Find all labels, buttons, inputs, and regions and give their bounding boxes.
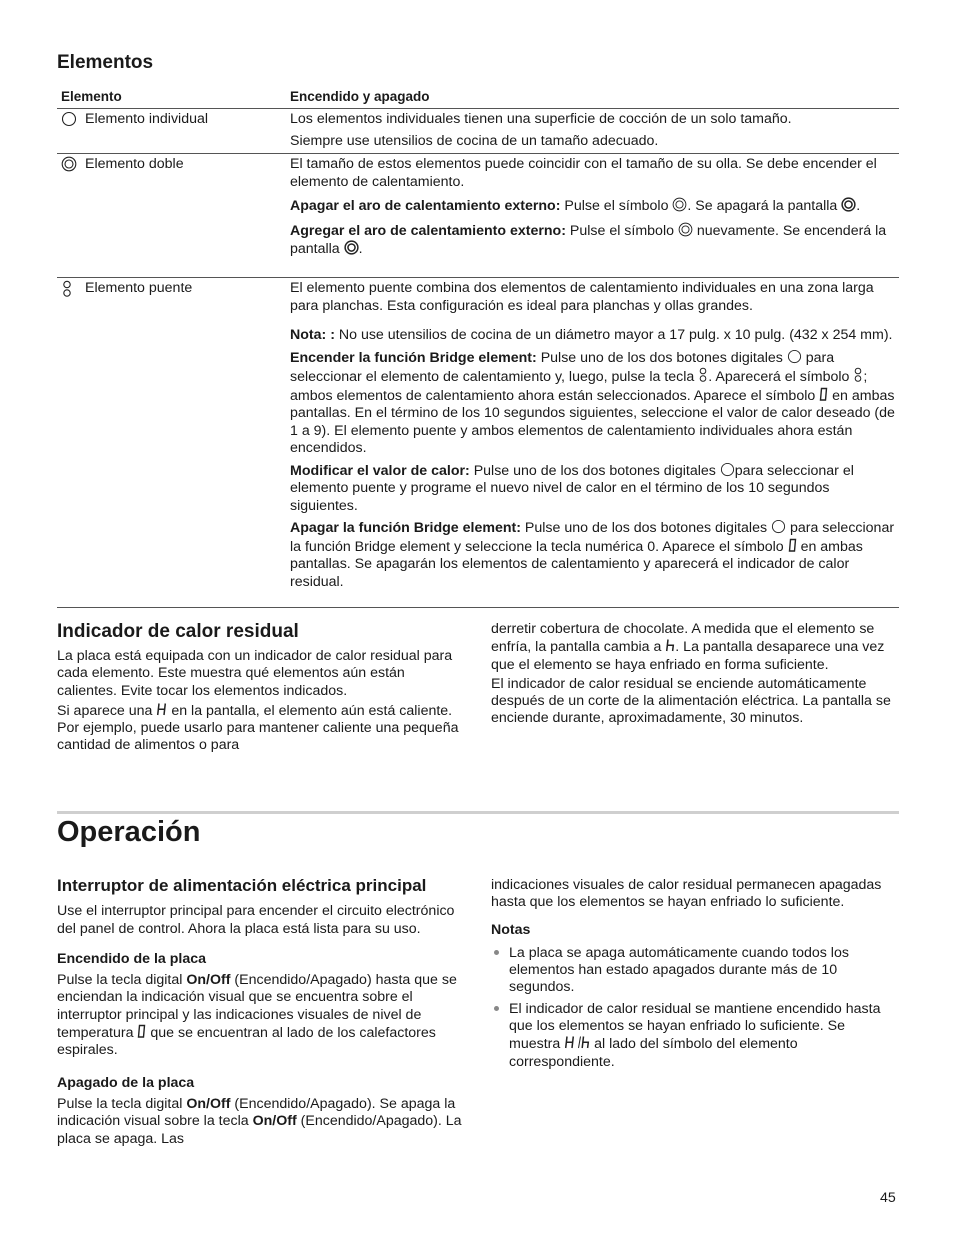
- row-text: Apagar el aro de calentamiento externo: Pulse el símbolo . Se apagará la pantalla .: [290, 198, 861, 214]
- subsection-title: Interruptor de alimentación eléctrica principal: [57, 876, 427, 895]
- bridge-key-icon: [698, 367, 708, 383]
- paragraph: indicaciones visuales de calor residual permanecen apagadas hasta que los elementos se hayan enfriado lo suficiente.: [491, 877, 882, 911]
- section-divider: [57, 811, 899, 814]
- seven-segment-H-icon: [156, 702, 167, 717]
- subheading-on: Encendido de la placa: [57, 950, 207, 967]
- paragraph: El indicador de calor residual se enciende automáticamente después de un corte de la alimentación eléctrica. La pantalla se enciende durante, aproximadamente, 30 minutos.: [491, 675, 891, 727]
- digital-button-icon: [720, 462, 735, 477]
- subheading-off: Apagado de la placa: [57, 1074, 195, 1091]
- notes-list: [491, 945, 896, 1071]
- row-text: Nota: : No use utensilios de cocina de un diámetro mayor a 17 pulg. x 10 pulg. (432 x 254 mm).: [290, 327, 893, 343]
- header-encendido: Encendido y apagado: [290, 89, 430, 104]
- table-header: [57, 87, 899, 109]
- table-row: [57, 278, 899, 608]
- bullet-icon: [494, 1006, 499, 1011]
- paragraph: Pulse la tecla digital On/Off (Encendido/Apagado) hasta que se enciendan la indicación visual que se encuentra sobre el interruptor principal y las indicaciones visuales de nivel de temperatura que se encuentran al lado de los calefactores espirales.: [57, 972, 457, 1059]
- list-item: El indicador de calor residual se mantiene encendido hasta que los elementos se hayan enfriado lo suficiente. Se muestra al lado del símbolo del elemento correspondiente.: [491, 1001, 896, 1071]
- paragraph: derretir cobertura de chocolate. A medida que el elemento se enfría, la pantalla cambia a . La pantalla desaparece una vez que el elemento se haya enfriado en forma suficiente.: [491, 621, 885, 673]
- residual-left-column: [57, 648, 462, 757]
- seven-segment-h-icon: [665, 638, 675, 653]
- dual-ring-filled-icon: [344, 240, 359, 255]
- header-elemento: Elemento: [61, 89, 122, 104]
- row-text: Los elementos individuales tienen una superficie de cocción de un solo tamaño.: [290, 111, 792, 127]
- element-name: Elemento individual: [85, 111, 209, 127]
- paragraph: La placa está equipada con un indicador de calor residual para cada elemento. Este muestra qué elementos aún están calientes. Evite tocar los elementos indicados.: [57, 648, 453, 699]
- operation-left-column: [57, 877, 467, 1150]
- section-title-residual: Indicador de calor residual: [57, 621, 299, 642]
- seven-segment-zero-icon: [788, 538, 797, 553]
- seven-segment-H-h-icon: [564, 1035, 590, 1050]
- row-text: El elemento puente combina dos elementos de calentamiento individuales en una zona larga para planchas. Esta configuración es ideal para planchas y ollas grandes.: [290, 280, 874, 314]
- seven-segment-zero-icon: [819, 387, 828, 402]
- element-name: Elemento puente: [85, 280, 193, 296]
- bullet-icon: [494, 950, 499, 955]
- chapter-title: Operación: [57, 816, 201, 848]
- bridge-element-icon: [61, 280, 83, 304]
- digital-button-icon: [771, 519, 786, 534]
- dual-element-icon: [61, 156, 83, 178]
- table-row: [57, 154, 899, 278]
- elements-table: [57, 87, 899, 608]
- row-text: Siempre use utensilios de cocina de un tamaño adecuado.: [290, 132, 659, 149]
- element-name: Elemento doble: [85, 156, 184, 172]
- single-element-icon: [61, 111, 83, 133]
- paragraph: Si aparece una en la pantalla, el elemento aún está caliente. Por ejemplo, puede usarlo para mantener caliente una pequeña cantidad de alimentos o para: [57, 702, 459, 754]
- dual-ring-outer-icon: [678, 222, 693, 237]
- notes-heading: Notas: [491, 921, 531, 938]
- dual-ring-filled-icon: [841, 197, 856, 212]
- page-number: 45: [880, 1190, 896, 1206]
- digital-button-icon: [787, 349, 802, 364]
- paragraph: Use el interruptor principal para encender el circuito electrónico del panel de control. Ahora la placa está lista para su uso.: [57, 903, 455, 937]
- list-item: La placa se apaga automáticamente cuando todos los elementos han estado apagados durante más de 10 segundos.: [491, 945, 896, 997]
- residual-right-column: [491, 621, 896, 730]
- bridge-symbol-icon: [853, 367, 863, 383]
- row-text: Agregar el aro de calentamiento externo: Pulse el símbolo nuevamente. Se encenderá la pantalla .: [290, 222, 887, 257]
- row-text: Apagar la función Bridge element: Pulse uno de los dos botones digitales para seleccionar la función Bridge element y seleccione la tecla numérica 0. Aparece el símbolo en ambas pantallas. Se apagarán los elementos de calentamiento y aparecerá el indicador de calor residual.: [290, 520, 895, 590]
- row-text: El tamaño de estos elementos puede coincidir con el tamaño de su olla. Se debe encender el elemento de calentamiento.: [290, 156, 877, 190]
- table-row: [57, 109, 899, 154]
- row-text: Modificar el valor de calor: Pulse uno de los dos botones digitales para seleccionar el elemento puente y programe el nuevo nivel de calor en el término de los 10 segundos siguientes.: [290, 462, 854, 514]
- dual-ring-outer-icon: [672, 197, 687, 212]
- row-text: Encender la función Bridge element: Pulse uno de los dos botones digitales para seleccionar el elemento de calentamiento y, luego, pulse la tecla . Aparecerá el símbolo ; ambos elementos de calentamiento ahora están seleccionados. Aparece el símbolo en ambas pantallas. En el término de los 10 segundos siguientes, seleccione el valor de calor deseado (de 1 a 9). El elemento puente y ambos elementos de calentamiento individuales ahora están encendidos.: [290, 349, 895, 456]
- paragraph: Pulse la tecla digital On/Off (Encendido/Apagado). Se apaga la indicación visual sobre la tecla On/Off (Encendido/Apagado). La placa se apaga. Las: [57, 1095, 462, 1147]
- section-title-elementos: Elementos: [57, 52, 154, 73]
- operation-right-column: [491, 877, 896, 1075]
